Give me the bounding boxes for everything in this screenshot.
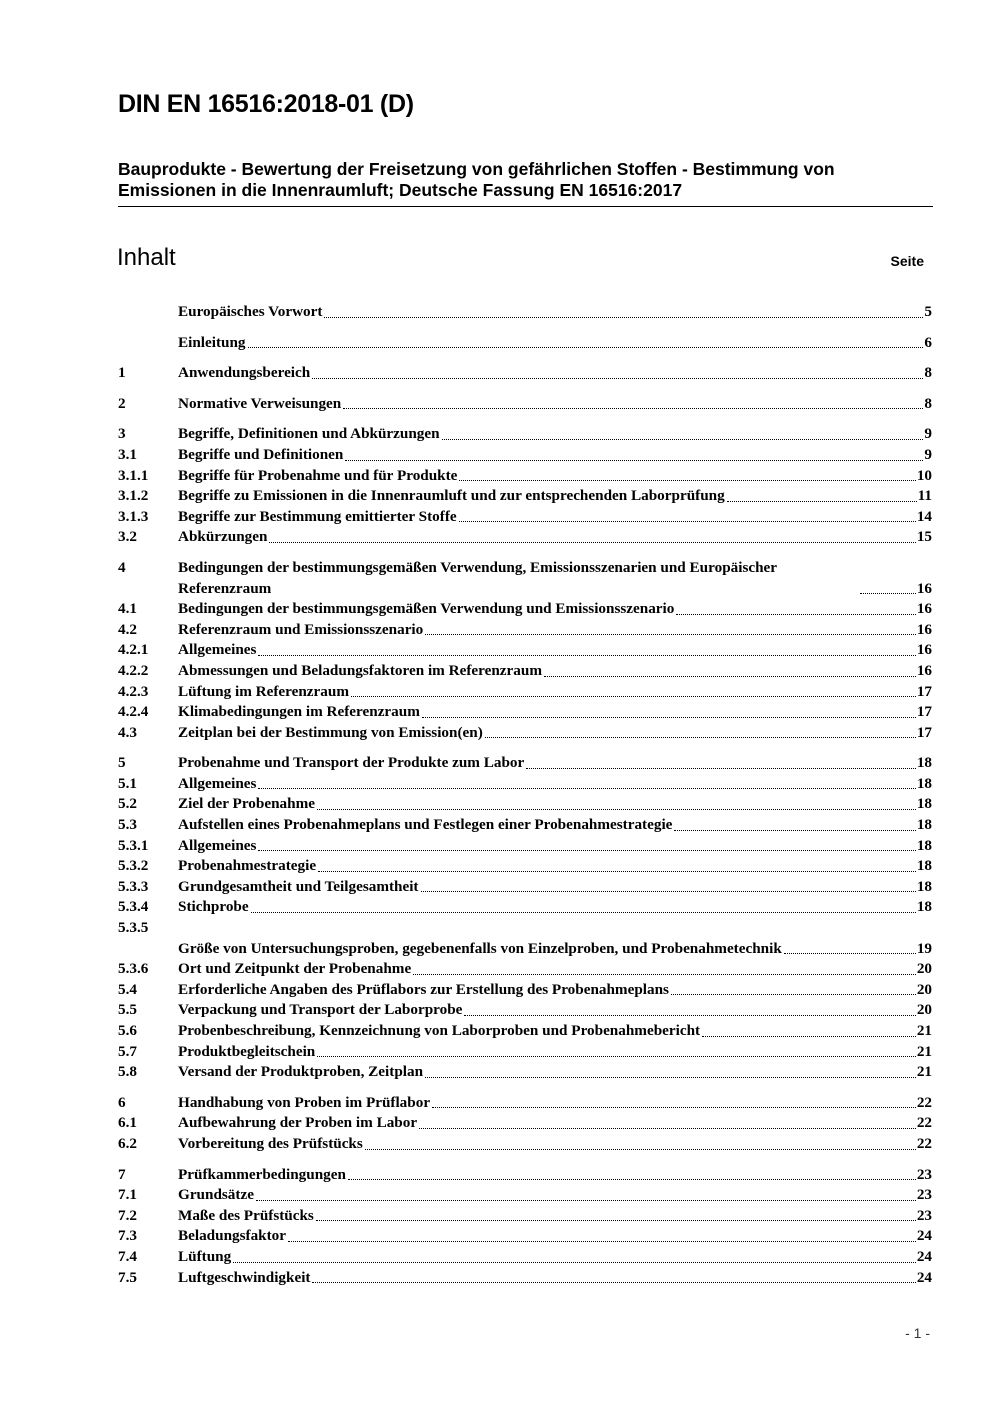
toc-entry-number: 5.3.3 bbox=[118, 877, 149, 895]
toc-dot-leader bbox=[702, 1035, 916, 1037]
toc-entry-number: 5.7 bbox=[118, 1042, 137, 1060]
toc-entry-page: 24 bbox=[916, 1247, 932, 1265]
toc-dot-leader bbox=[425, 633, 916, 635]
toc-entry-title: Probenbeschreibung, Kennzeichnung von Laborproben und Probenahmebericht bbox=[178, 1022, 701, 1039]
toc-dot-leader bbox=[727, 500, 917, 502]
toc-entry-number: 5.5 bbox=[118, 1001, 137, 1019]
toc-entry-page: 18 bbox=[916, 754, 932, 772]
toc-entry-number: 5 bbox=[118, 754, 126, 772]
toc-entry[interactable] bbox=[118, 424, 932, 445]
toc-dot-leader bbox=[526, 767, 916, 769]
toc-dot-leader bbox=[413, 973, 916, 975]
toc-entry-number: 7.1 bbox=[118, 1186, 137, 1204]
toc-entry-number: 7 bbox=[118, 1165, 126, 1183]
toc-entry[interactable] bbox=[118, 877, 932, 898]
toc-entry-page: 18 bbox=[916, 877, 932, 895]
toc-entry-page: 18 bbox=[916, 774, 932, 792]
toc-entry-page: 6 bbox=[924, 333, 932, 351]
toc-entry[interactable] bbox=[118, 918, 932, 959]
toc-entry-title: Begriffe zu Emissionen in die Innenraumluft und zur entsprechenden Laborprüfung bbox=[178, 487, 725, 505]
toc-entry-title: Prüfkammerbedingungen bbox=[178, 1165, 346, 1183]
toc-entry-page: 20 bbox=[916, 1001, 932, 1019]
toc-dot-leader bbox=[425, 1076, 916, 1078]
toc-entry-number: 4.2.3 bbox=[118, 682, 149, 700]
toc-entry-page: 18 bbox=[916, 816, 932, 834]
toc-entry-title: Begriffe, Definitionen und Abkürzungen bbox=[178, 425, 440, 443]
toc-entry-number: 3.2 bbox=[118, 528, 137, 546]
toc-entry-title: Handhabung von Proben im Prüflabor bbox=[178, 1093, 431, 1111]
toc-entry-page: 20 bbox=[916, 980, 932, 998]
toc-entry[interactable] bbox=[118, 1268, 932, 1289]
toc-entry-page: 16 bbox=[916, 600, 932, 618]
toc-dot-leader bbox=[348, 1178, 916, 1180]
toc-entry-page: 22 bbox=[916, 1134, 932, 1152]
toc-dot-leader bbox=[464, 1014, 915, 1016]
toc-entry-page: 9 bbox=[924, 425, 932, 443]
toc-entry-number: 6 bbox=[118, 1093, 126, 1111]
toc-entry-number: 3.1.1 bbox=[118, 466, 149, 484]
toc-entry-page: 17 bbox=[916, 682, 932, 700]
toc-entry-page: 23 bbox=[916, 1165, 932, 1183]
toc-entry-number: 2 bbox=[118, 394, 126, 412]
toc-entry[interactable] bbox=[118, 1093, 932, 1114]
toc-entry-number: 5.3.1 bbox=[118, 836, 149, 854]
toc-entry-title: Probenahme und Transport der Produkte zum Labor bbox=[178, 754, 525, 772]
toc-heading: Inhalt bbox=[117, 244, 176, 271]
toc-entry-number: 4.2.1 bbox=[118, 641, 149, 659]
toc-entry-page: 23 bbox=[916, 1186, 932, 1204]
toc-entry-page: 16 bbox=[916, 641, 932, 659]
toc-dot-leader bbox=[248, 346, 924, 348]
toc-entry-page: 14 bbox=[916, 507, 932, 525]
toc-entry-title: Allgemeines bbox=[178, 641, 257, 659]
toc-entry[interactable] bbox=[118, 1226, 932, 1247]
toc-entry-page: 22 bbox=[916, 1093, 932, 1111]
toc-dot-leader bbox=[544, 675, 916, 677]
toc-entry-page: 10 bbox=[916, 466, 932, 484]
toc-dot-leader bbox=[459, 479, 915, 481]
toc-dot-leader bbox=[674, 829, 915, 831]
toc-entry-page: 24 bbox=[916, 1268, 932, 1286]
toc-entry[interactable] bbox=[118, 333, 932, 354]
toc-entry-title: Zeitplan bei der Bestimmung von Emission(en) bbox=[178, 723, 483, 741]
toc-entry[interactable] bbox=[118, 1000, 932, 1021]
toc-dot-leader bbox=[351, 695, 916, 697]
toc-entry[interactable] bbox=[118, 1206, 932, 1227]
toc-entry-title: Klimabedingungen im Referenzraum bbox=[178, 703, 420, 721]
toc-entry-title: Ziel der Probenahme bbox=[178, 795, 315, 813]
toc-entry-number: 5.3.5 bbox=[118, 919, 149, 937]
toc-entry-number: 5.3.6 bbox=[118, 960, 149, 978]
toc-entry-number: 7.2 bbox=[118, 1206, 137, 1224]
toc-entry[interactable] bbox=[118, 507, 932, 528]
toc-entry-number: 4.2 bbox=[118, 620, 137, 638]
toc-dot-leader bbox=[258, 654, 915, 656]
toc-entry-number: 7.5 bbox=[118, 1268, 137, 1286]
toc-entry[interactable] bbox=[118, 1021, 932, 1042]
toc-entry-title: Anwendungsbereich bbox=[178, 364, 311, 382]
toc-entry[interactable] bbox=[118, 661, 932, 682]
toc-entry-title: Grundgesamtheit und Teilgesamtheit bbox=[178, 877, 419, 895]
toc-dot-leader bbox=[676, 613, 915, 615]
toc-dot-leader bbox=[251, 911, 916, 913]
toc-dot-leader bbox=[316, 1219, 916, 1221]
toc-entry-title: Produktbegleitschein bbox=[178, 1042, 316, 1060]
toc-entry[interactable] bbox=[118, 794, 932, 815]
toc-entry[interactable] bbox=[118, 640, 932, 661]
toc-dot-leader bbox=[345, 459, 923, 461]
toc-entry-title: Aufstellen eines Probenahmeplans und Festlegen einer Probenahmestrategie bbox=[178, 816, 673, 834]
toc-dot-leader bbox=[269, 541, 915, 543]
toc-entry-page: 5 bbox=[924, 303, 932, 320]
toc-entry-title: Größe von Untersuchungsproben, gegebenenfalls von Einzelproben, und Probenahmetechnik bbox=[178, 939, 782, 957]
toc-dot-leader bbox=[317, 1055, 916, 1057]
toc-entry-number: 6.1 bbox=[118, 1114, 137, 1132]
toc-entry-number: 5.2 bbox=[118, 795, 137, 813]
toc-entry-number: 3.1.3 bbox=[118, 507, 149, 525]
toc-entry-number: 4.2.2 bbox=[118, 661, 149, 679]
toc-entry[interactable] bbox=[118, 558, 932, 599]
toc-entry[interactable] bbox=[118, 856, 932, 877]
toc-entry-title: Ort und Zeitpunkt der Probenahme bbox=[178, 960, 412, 978]
toc-entry-number: 3 bbox=[118, 425, 126, 443]
toc-entry-number: 7.3 bbox=[118, 1227, 137, 1245]
toc-entry[interactable] bbox=[118, 1042, 932, 1063]
toc-entry-page: 23 bbox=[916, 1206, 932, 1224]
toc-entry-number: 5.1 bbox=[118, 774, 137, 792]
toc-dot-leader bbox=[784, 952, 916, 954]
toc-dot-leader bbox=[318, 870, 916, 872]
toc-entry[interactable] bbox=[118, 1185, 932, 1206]
toc-entry-page: 24 bbox=[916, 1227, 932, 1245]
toc-entry-page: 20 bbox=[916, 960, 932, 978]
toc-dot-leader bbox=[671, 993, 916, 995]
toc-entry[interactable] bbox=[118, 620, 932, 641]
toc-entry[interactable] bbox=[118, 302, 932, 323]
toc-dot-leader bbox=[233, 1261, 916, 1263]
toc-entry-page: 9 bbox=[924, 445, 932, 463]
page-number-footer: - 1 - bbox=[905, 1325, 930, 1341]
toc-entry[interactable] bbox=[118, 363, 932, 384]
toc-dot-leader bbox=[432, 1106, 916, 1108]
toc-entry-page: 19 bbox=[916, 939, 932, 957]
toc-entry-title: Abkürzungen bbox=[178, 528, 268, 546]
toc-entry-page: 18 bbox=[916, 898, 932, 916]
toc-entry[interactable] bbox=[118, 1113, 932, 1134]
toc-entry-page: 16 bbox=[916, 661, 932, 679]
table-of-contents bbox=[118, 302, 932, 1288]
toc-entry-page: 21 bbox=[916, 1063, 932, 1081]
toc-entry[interactable] bbox=[118, 774, 932, 795]
toc-entry-title: Beladungsfaktor bbox=[178, 1227, 287, 1245]
toc-entry-title: Bedingungen der bestimmungsgemäßen Verwendung und Emissionsszenario bbox=[178, 600, 675, 618]
toc-entry[interactable] bbox=[118, 702, 932, 723]
toc-entry-number: 1 bbox=[118, 364, 126, 382]
toc-entry[interactable] bbox=[118, 897, 932, 918]
toc-entry-page: 21 bbox=[916, 1022, 932, 1039]
toc-dot-leader bbox=[860, 592, 916, 594]
toc-entry-page: 15 bbox=[916, 528, 932, 546]
toc-dot-leader bbox=[317, 808, 916, 810]
toc-entry[interactable] bbox=[118, 980, 932, 1001]
document-subtitle: Bauprodukte - Bewertung der Freisetzung von gefährlichen Stoffen - Bestimmung von Emissionen in die Innenraumluft; Deutsche Fassung EN 16516:2017 bbox=[118, 159, 933, 207]
toc-entry-title: Begriffe für Probenahme und für Produkte bbox=[178, 466, 458, 484]
toc-entry-title: Abmessungen und Beladungsfaktoren im Referenzraum bbox=[178, 661, 542, 679]
toc-dot-leader bbox=[256, 1199, 916, 1201]
toc-entry-number: 5.3.4 bbox=[118, 898, 149, 916]
page-column-label: Seite bbox=[890, 253, 924, 269]
toc-entry[interactable] bbox=[118, 1165, 932, 1186]
toc-entry[interactable] bbox=[118, 1062, 932, 1083]
toc-dot-leader bbox=[343, 407, 923, 409]
toc-entry-title: Lüftung bbox=[178, 1247, 232, 1265]
toc-dot-leader bbox=[485, 736, 916, 738]
toc-entry-page: 17 bbox=[916, 723, 932, 741]
toc-entry[interactable] bbox=[118, 836, 932, 857]
toc-entry[interactable] bbox=[118, 527, 932, 548]
toc-entry-title: Allgemeines bbox=[178, 836, 257, 854]
toc-entry-title: Grundsätze bbox=[178, 1186, 254, 1204]
toc-entry-number: 5.3.2 bbox=[118, 857, 149, 875]
toc-entry-number: 5.3 bbox=[118, 816, 137, 834]
toc-entry-number: 5.6 bbox=[118, 1022, 137, 1039]
toc-entry-title: Lüftung im Referenzraum bbox=[178, 682, 349, 700]
toc-entry-title: Einleitung bbox=[178, 333, 246, 351]
toc-entry[interactable] bbox=[118, 815, 932, 836]
toc-dot-leader bbox=[258, 787, 915, 789]
toc-entry-number: 4 bbox=[118, 558, 126, 576]
toc-dot-leader bbox=[419, 1127, 916, 1129]
toc-dot-leader bbox=[459, 520, 916, 522]
toc-dot-leader bbox=[365, 1148, 916, 1150]
toc-entry-title: Maße des Prüfstücks bbox=[178, 1206, 314, 1224]
toc-entry-title: Europäisches Vorwort bbox=[178, 303, 323, 320]
toc-entry[interactable] bbox=[118, 599, 932, 620]
toc-dot-leader bbox=[421, 890, 916, 892]
toc-entry[interactable] bbox=[118, 1247, 932, 1268]
toc-entry-page: 18 bbox=[916, 836, 932, 854]
toc-dot-leader bbox=[324, 316, 923, 318]
toc-dot-leader bbox=[288, 1240, 916, 1242]
toc-entry-title: Aufbewahrung der Proben im Labor bbox=[178, 1114, 418, 1132]
toc-entry[interactable] bbox=[118, 394, 932, 415]
toc-dot-leader bbox=[258, 849, 915, 851]
toc-entry-title: Allgemeines bbox=[178, 774, 257, 792]
toc-entry-title: Bedingungen der bestimmungsgemäßen Verwendung, Emissionsszenarien und Europäischer Referenzraum bbox=[178, 558, 777, 597]
toc-entry[interactable] bbox=[118, 445, 932, 466]
toc-entry-page: 17 bbox=[916, 703, 932, 721]
toc-entry-number: 3.1 bbox=[118, 445, 137, 463]
toc-dot-leader bbox=[312, 1281, 915, 1283]
toc-entry-page: 11 bbox=[917, 487, 932, 505]
toc-entry-page: 18 bbox=[916, 857, 932, 875]
toc-entry-number: 4.1 bbox=[118, 600, 137, 618]
toc-entry-number: 7.4 bbox=[118, 1247, 137, 1265]
toc-entry-page: 8 bbox=[924, 394, 932, 412]
toc-entry-title: Luftgeschwindigkeit bbox=[178, 1268, 311, 1286]
toc-entry-page: 16 bbox=[916, 579, 932, 597]
toc-dot-leader bbox=[312, 377, 923, 379]
toc-entry-title: Normative Verweisungen bbox=[178, 394, 342, 412]
document-title: DIN EN 16516:2018-01 (D) bbox=[118, 90, 414, 118]
toc-entry-number: 4.3 bbox=[118, 723, 137, 741]
toc-entry-title: Referenzraum und Emissionsszenario bbox=[178, 620, 424, 638]
toc-entry-number: 6.2 bbox=[118, 1134, 137, 1152]
toc-entry[interactable] bbox=[118, 723, 932, 744]
toc-entry[interactable] bbox=[118, 466, 932, 487]
toc-entry-number: 5.4 bbox=[118, 980, 137, 998]
toc-entry[interactable] bbox=[118, 1134, 932, 1155]
toc-entry-number: 5.8 bbox=[118, 1063, 137, 1081]
toc-entry[interactable] bbox=[118, 486, 932, 507]
toc-entry-title: Begriffe und Definitionen bbox=[178, 445, 344, 463]
toc-entry-number: 3.1.2 bbox=[118, 487, 149, 505]
toc-entry[interactable] bbox=[118, 682, 932, 703]
toc-entry-title: Versand der Produktproben, Zeitplan bbox=[178, 1063, 424, 1081]
toc-entry-number: 4.2.4 bbox=[118, 703, 149, 721]
toc-entry-page: 22 bbox=[916, 1114, 932, 1132]
toc-entry[interactable] bbox=[118, 959, 932, 980]
toc-entry-page: 21 bbox=[916, 1042, 932, 1060]
toc-entry-page: 16 bbox=[916, 620, 932, 638]
toc-entry-page: 18 bbox=[916, 795, 932, 813]
toc-entry-title: Begriffe zur Bestimmung emittierter Stoffe bbox=[178, 507, 457, 525]
toc-entry[interactable] bbox=[118, 753, 932, 774]
toc-entry-page: 8 bbox=[924, 364, 932, 382]
toc-dot-leader bbox=[442, 438, 924, 440]
toc-entry-title: Vorbereitung des Prüfstücks bbox=[178, 1134, 363, 1152]
toc-entry-title: Probenahmestrategie bbox=[178, 857, 317, 875]
toc-entry-title: Stichprobe bbox=[178, 898, 249, 916]
toc-entry-title: Verpackung und Transport der Laborprobe bbox=[178, 1001, 463, 1019]
toc-entry-title: Erforderliche Angaben des Prüflabors zur Erstellung des Probenahmeplans bbox=[178, 980, 669, 998]
toc-dot-leader bbox=[422, 716, 916, 718]
